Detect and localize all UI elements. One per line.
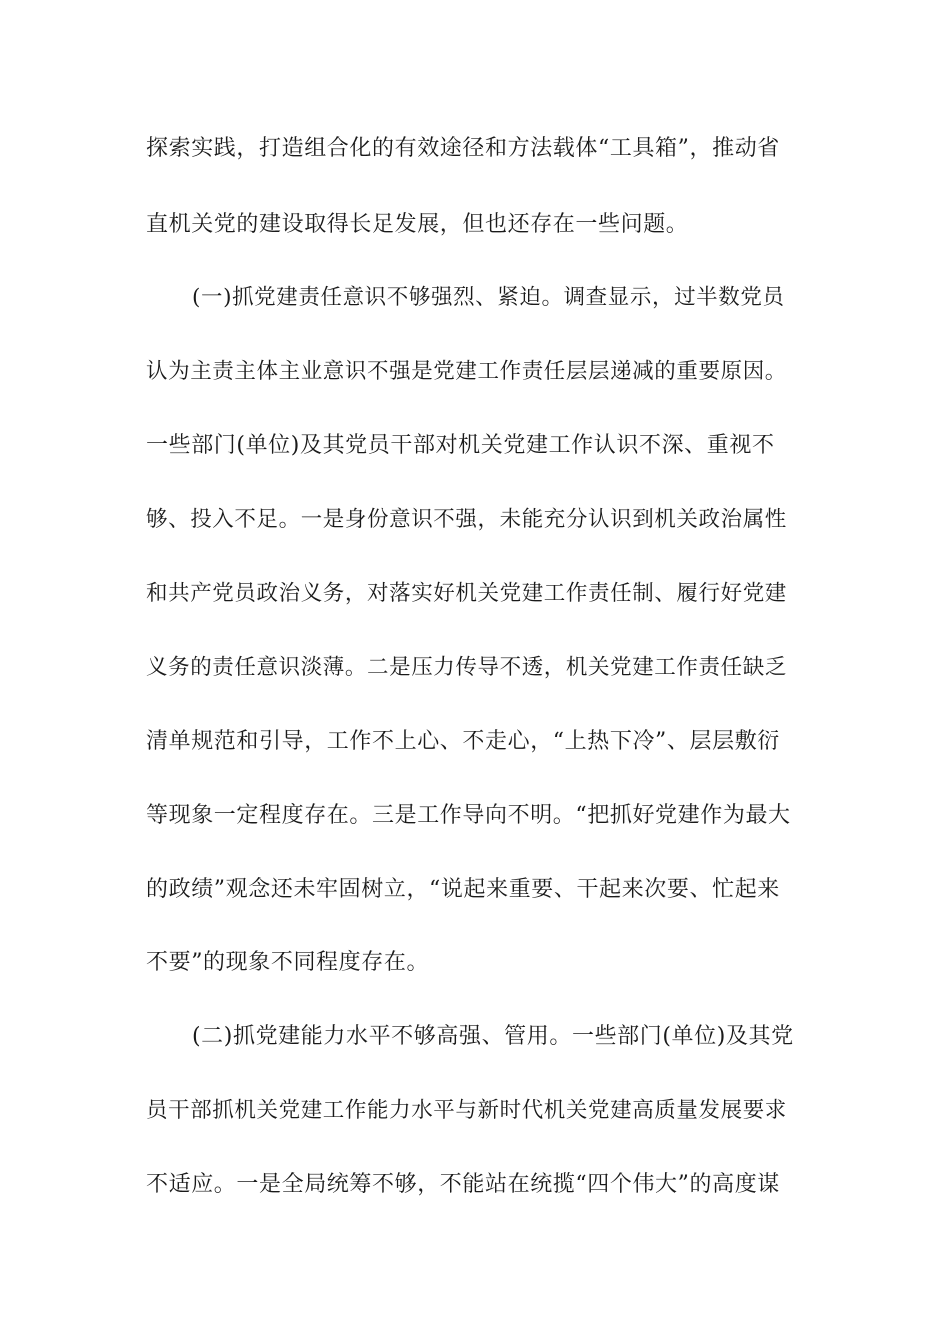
text-line: 一些部门(单位)及其党员干部对机关党建工作认识不深、重视不 xyxy=(146,433,775,458)
text-line: 认为主责主体主业意识不强是党建工作责任层层递减的重要原因。 xyxy=(146,359,787,384)
text-line: 不要”的现象不同程度存在。 xyxy=(146,950,430,975)
section-heading-line: (二)抓党建能力水平不够高强、管用。一些部门(单位)及其党 xyxy=(192,1024,794,1049)
text-line: 员干部抓机关党建工作能力水平与新时代机关党建高质量发展要求 xyxy=(146,1098,787,1123)
text-line: 够、投入不足。一是身份意识不强，未能充分认识到机关政治属性 xyxy=(146,507,787,532)
text-line: 探索实践，打造组合化的有效途径和方法载体“工具箱”，推动省 xyxy=(146,136,780,161)
text-line: 不适应。一是全局统筹不够，不能站在统揽“四个伟大”的高度谋 xyxy=(146,1172,780,1197)
text-line: 和共产党员政治义务，对落实好机关党建工作责任制、履行好党建 xyxy=(146,581,787,606)
text-line: 义务的责任意识淡薄。二是压力传导不透，机关党建工作责任缺乏 xyxy=(146,655,787,680)
text-line: 的政绩”观念还未牢固树立，“说起来重要、干起来次要、忙起来 xyxy=(146,877,780,902)
section-heading-line: (一)抓党建责任意识不够强烈、紧迫。调查显示，过半数党员 xyxy=(192,285,785,310)
text-line: 等现象一定程度存在。三是工作导向不明。“把抓好党建作为最大 xyxy=(146,803,791,828)
text-line: 清单规范和引导，工作不上心、不走心，“上热下冷”、层层敷衍 xyxy=(146,729,780,754)
text-line: 直机关党的建设取得长足发展，但也还存在一些问题。 xyxy=(146,212,689,237)
